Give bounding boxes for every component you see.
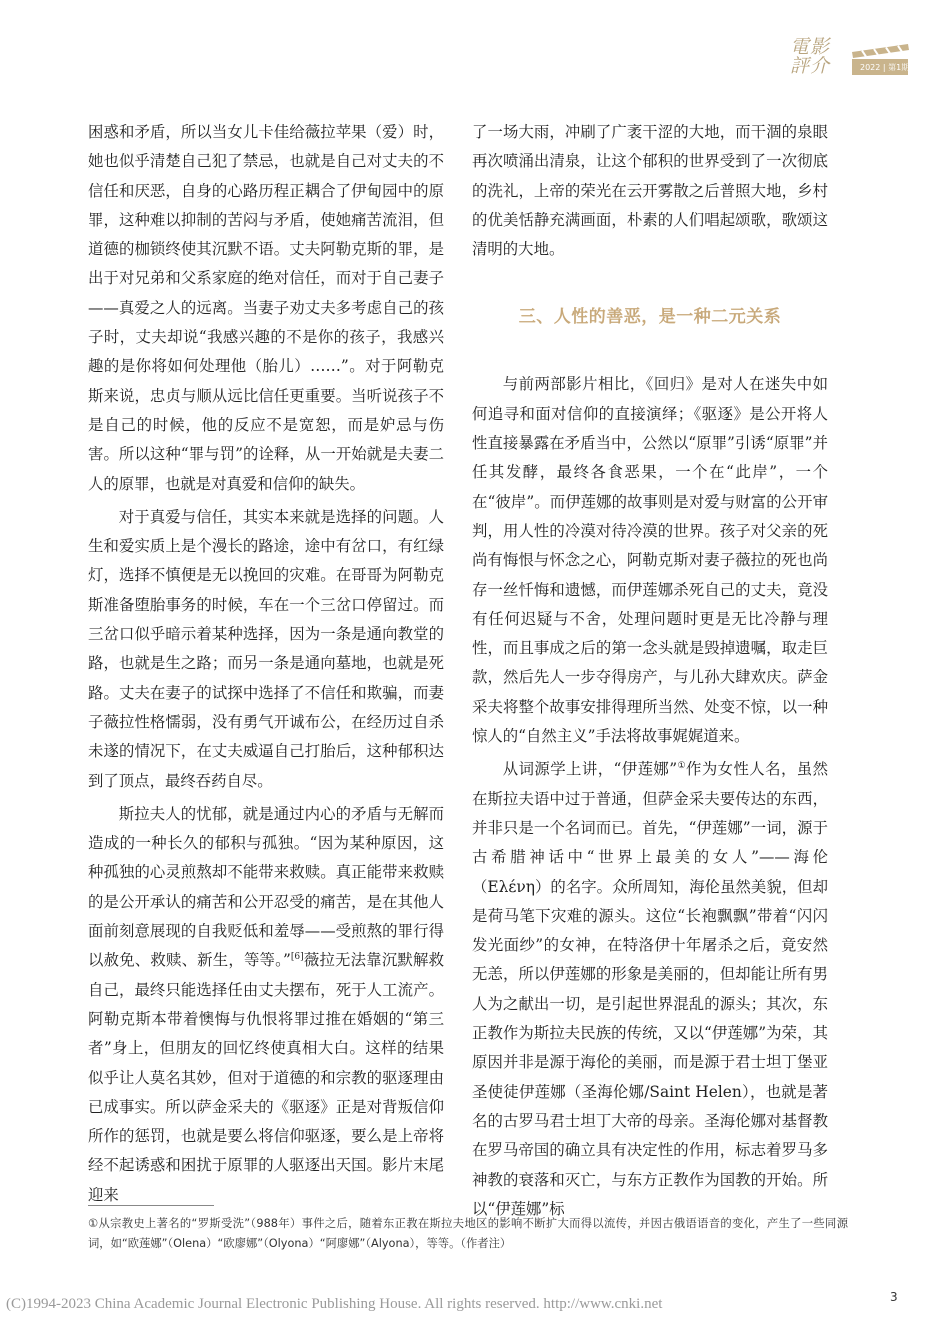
- page-number: 3: [890, 1290, 898, 1304]
- left-paragraph-2: 对于真爱与信任，其实本来就是选择的问题。人生和爱实质上是个漫长的路途，途中有岔口，有红绿灯，选择不慎便是无以挽回的灾难。在哥哥为阿勒克斯准备堕胎事务的时候，车在一个三岔口停留过。而三岔口似乎暗示着某种选择，因为一条是通向教堂的路，也就是生之路；而另一条是通向墓地，也就是死路。丈夫在妻子的试探中选择了不信任和欺骗，而妻子薇拉性格懦弱，没有勇气开诚布公，在经历过自杀未遂的情况下，在丈夫威逼自己打胎后，这种郁积达到了顶点，最终吞药自尽。: [88, 507, 444, 790]
- left-paragraph-1: 困惑和矛盾，所以当女儿卡佳给薇拉苹果（爱）时，她也似乎清楚自己犯了禁忌，也就是自己对丈夫的不信任和厌恶，自身的心路历程正耦合了伊甸园中的原罪，这种难以抑制的苦闷与矛盾，使她痛苦流泪，但道德的枷锁终使其沉默不语。丈夫阿勒克斯的罪，是出于对兄弟和父系家庭的绝对信任，而对于自己妻子——真爱之人的远离。当妻子劝丈夫多考虑自己的孩子时，丈夫却说“我感兴趣的不是你的孩子，我感兴趣的是你将如何处理他（胎儿）……”。对于阿勒克斯来说，忠贞与顺从远比信任更重要。当听说孩子不是自己的时候，他的反应不是宽恕，而是妒忌与伤害。所以这种“罪与罚”的诠释，从一开始就是夫妻二人的原罪，也就是对真爱和信仰的缺失。: [88, 123, 444, 493]
- left-paragraph-3-part-b: 薇拉无法靠沉默解救自己，最终只能选择任由丈夫摆布，死于人工流产。阿勒克斯本带着懊悔与仇恨将罪过推在婚姻的“第三者”身上，但朋友的回忆终使真相大白。这样的结果似乎让人莫名其妙，但对于道德的和宗教的驱逐理由已成事实。所以萨金采夫的《驱逐》正是对背叛信仰所作的惩罚，也就是要么将信仰驱逐，要么是上帝将经不起诱惑和困扰于原罪的人驱逐出天国。影片末尾迎来: [88, 951, 444, 1204]
- section-heading: 三、人性的善恶，是一种二元关系: [518, 307, 782, 328]
- left-paragraph-3-part-a: 斯拉夫人的忧郁，就是通过内心的矛盾与无解而造成的一种长久的郁积与孤独。“因为某种原因，这种孤独的心灵煎熬却不能带来救赎。真正能带来救赎的是公开承认的痛苦和公开忍受的痛苦，是在其他人面前刻意展现的自我贬低和羞辱——受煎熬的罪行得以赦免、救赎、新生，等等。”: [88, 804, 444, 970]
- right-paragraph-3-part-b: 作为女性人名，虽然在斯拉夫语中过于普通，但萨金采夫要传达的东西，并非只是一个名词而已。首先，“伊莲娜”一词，源于古希腊神话中“世界上最美的女人”——海伦（Ελένη）的名字。众所周知，海伦虽然美貌，但却是荷马笔下灾难的源头。这位“长袍飘飘”带着“闪闪发光面纱”的女神，在特洛伊十年屠杀之后，竟安然无恙，所以伊莲娜的形象是美丽的，但却能让所有男人为之献出一切，是引起世界混乱的源头；其次，东正教作为斯拉夫民族的传统，又以“伊莲娜”为荣，其原因并非是源于海伦的美丽，而是源于君士坦丁堡亚圣使徒伊莲娜（圣海伦娜/Saint Helen），也就是著名的古罗马君士坦丁大帝的母亲。圣海伦娜对基督教在罗马帝国的确立具有决定性的作用，标志着罗马多神教的衰落和灭亡，与东方正教作为国教的开始。所以“伊莲娜”标: [472, 760, 828, 1218]
- copyright-notice: (C)1994-2023 China Academic Journal Electronic Publishing House. All rights reserved. http://www.cnki.net: [6, 1296, 663, 1312]
- citation-6: [6]: [290, 952, 304, 963]
- footnote-marker: ①: [677, 761, 687, 772]
- logo-line-2: 評介: [790, 55, 831, 77]
- journal-logo: [790, 38, 914, 78]
- right-paragraph-1: 了一场大雨，冲刷了广袤干涩的大地，而干涸的泉眼再次喷涌出清泉，让这个郁积的世界受到了一次彻底的洗礼，上帝的荣光在云开雾散之后普照大地，乡村的优美恬静充满画面，朴素的人们唱起颂歌，歌颂这清明的大地。: [472, 123, 828, 259]
- right-column: [472, 118, 828, 1224]
- footnote-divider: [88, 1205, 214, 1206]
- right-paragraph-3: [472, 755, 828, 1224]
- logo-line-1: 電影: [790, 36, 831, 58]
- logo-year: 2022 | 第1期: [860, 63, 910, 72]
- footnote: ①从宗教史上著名的“罗斯受洗”（988年）事件之后，随着东正教在斯拉夫地区的影响不断扩大而得以流传，并因古俄语语音的变化，产生了一些同源词，如“欧莲娜”（Olena）“欧廖娜”（Olyona）“阿廖娜”（Alyona），等等。（作者注）: [88, 1217, 848, 1250]
- left-column: [88, 118, 444, 1210]
- left-paragraph-3: [88, 800, 444, 1210]
- right-paragraph-2: 与前两部影片相比，《回归》是对人在迷失中如何追寻和面对信仰的直接演绎；《驱逐》是公开将人性直接暴露在矛盾当中，公然以“原罪”引诱“原罪”并任其发酵，最终各食恶果，一个在“此岸”，一个在“彼岸”。而伊莲娜的故事则是对爱与财富的公开审判，用人性的冷漠对待冷漠的世界。孩子对父亲的死尚有悔恨与怀念之心，阿勒克斯对妻子薇拉的死也尚存一丝忏悔和遗憾，而伊莲娜杀死自己的丈夫，竟没有任何迟疑与不舍，处理问题时更是无比冷静与理性，而且事成之后的第一念头就是毁掉遗嘱，取走巨款，然后先人一步夺得房产，与儿孙大肆欢庆。萨金采夫将整个故事安排得理所当然、处变不惊，以一种惊人的“自然主义”手法将故事娓娓道来。: [472, 375, 828, 746]
- journal-logo-text: [790, 38, 848, 78]
- right-paragraph-3-part-a: 从词源学上讲，“伊莲娜”: [502, 760, 678, 779]
